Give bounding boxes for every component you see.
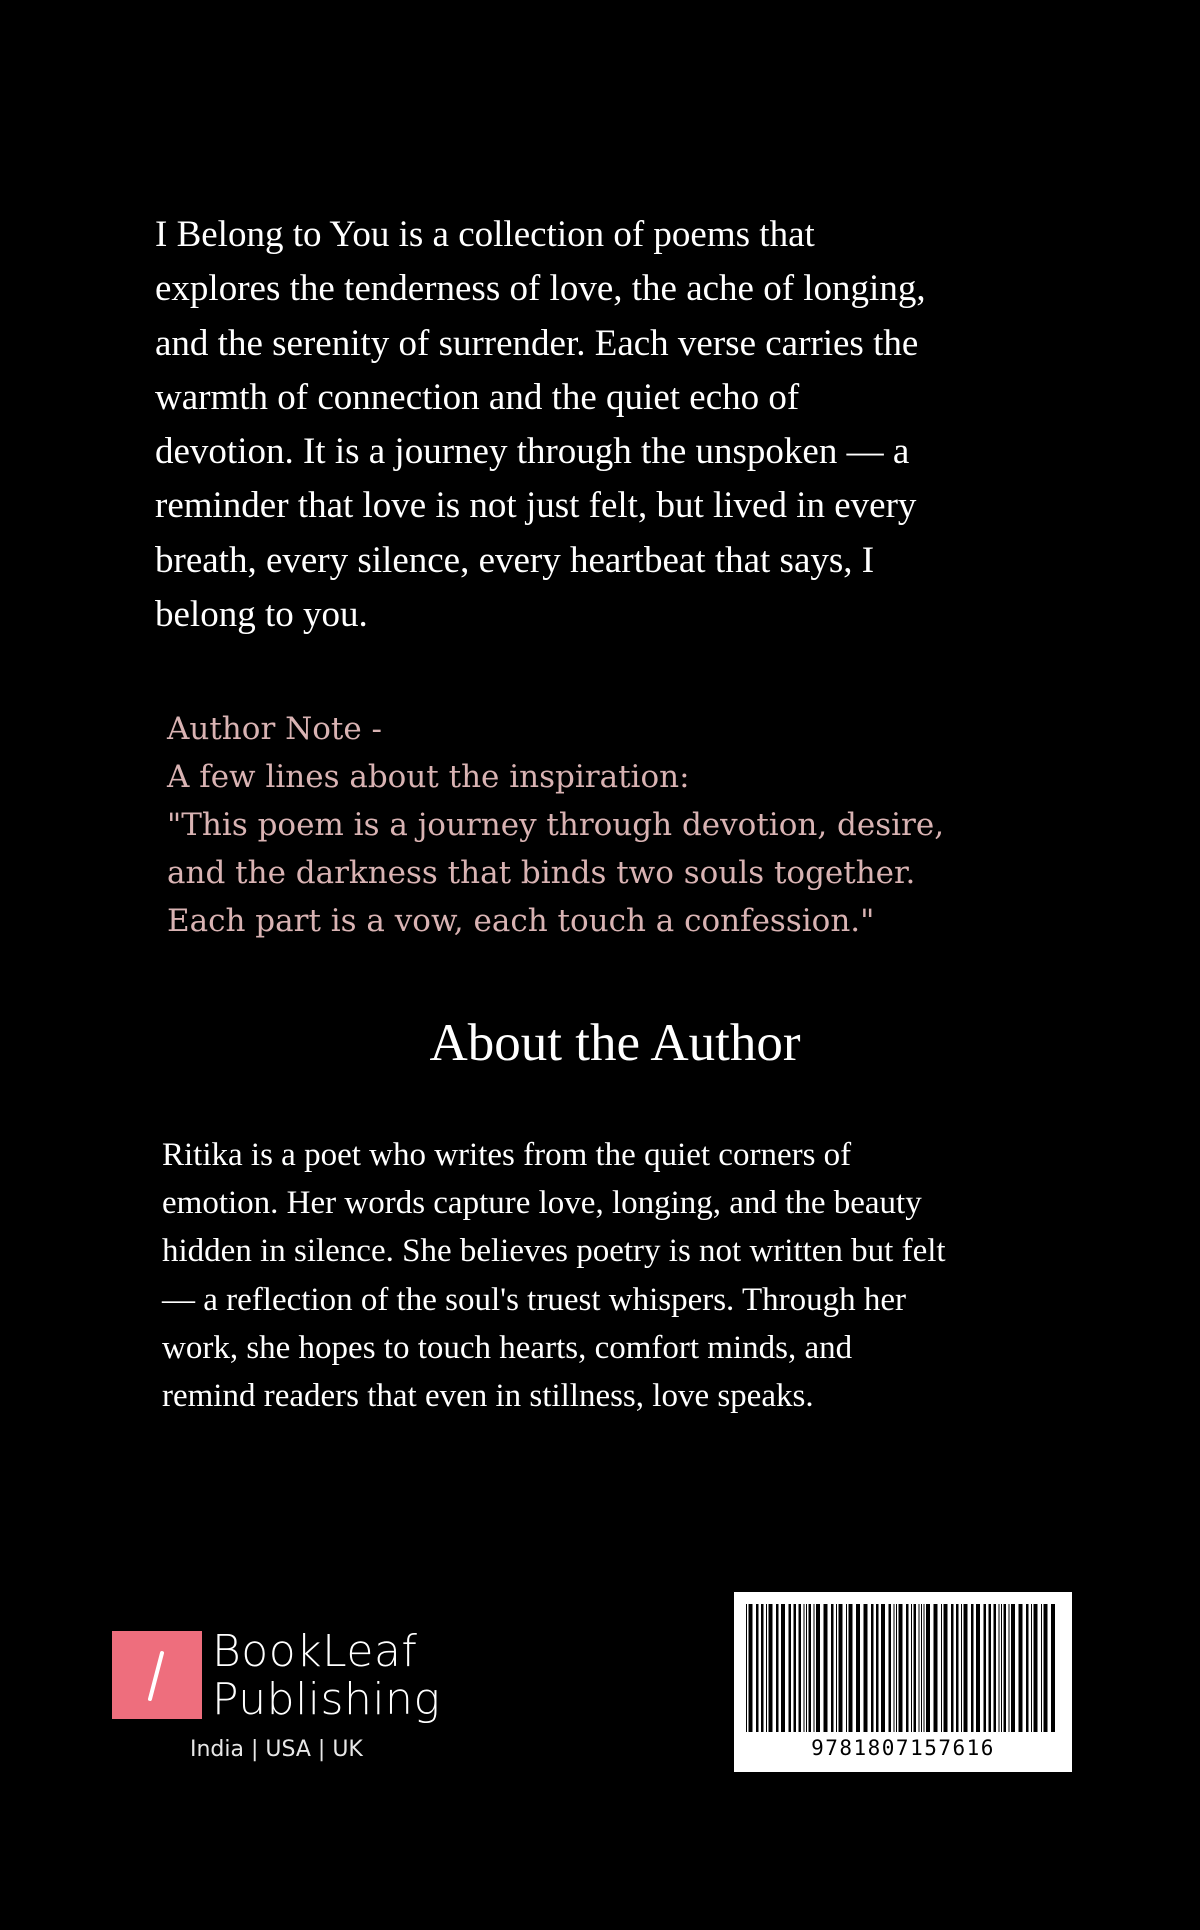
isbn-barcode [734, 1592, 1072, 1772]
publisher-name-line1: BookLeaf [212, 1626, 418, 1677]
blurb-line: devotion. It is a journey through the unspoken — a [155, 431, 910, 473]
about-line: Ritika is a poet who writes from the quiet corners of [162, 1137, 852, 1173]
author-note-line: A few lines about the inspiration: [167, 759, 690, 795]
author-note-line: Each part is a vow, each touch a confession." [167, 903, 875, 939]
about-line: remind readers that even in stillness, love speaks. [162, 1378, 814, 1415]
blurb-line: warmth of connection and the quiet echo of [155, 376, 800, 418]
barcode-icon [744, 1604, 1062, 1734]
author-note-line: "This poem is a journey through devotion, desire, [167, 807, 945, 843]
about-line: work, she hopes to touch hearts, comfort minds, and [162, 1329, 853, 1366]
publisher-logo [112, 1628, 472, 1768]
blurb-line: belong to you. [155, 594, 368, 636]
about-line: hidden in silence. She believes poetry is not written but felt [162, 1233, 946, 1270]
slash-logo-icon [112, 1631, 202, 1719]
isbn-number: 9781807157616 [811, 1736, 995, 1760]
author-note [167, 705, 1067, 945]
blurb-line: reminder that love is not just felt, but lived in every [155, 485, 917, 527]
publisher-name-line2: Publishing [212, 1674, 441, 1725]
blurb-line: I Belong to You is a collection of poems that [155, 214, 815, 255]
blurb-line: and the serenity of surrender. Each verse carries the [155, 322, 919, 364]
publisher-regions: India | USA | UK [190, 1737, 363, 1762]
about-author-heading: About the Author [429, 1014, 801, 1072]
about-author-text [162, 1131, 1062, 1420]
blurb-line: explores the tenderness of love, the ache of longing, [155, 268, 926, 310]
author-note-title: Author Note - [167, 711, 383, 747]
publisher-name [212, 1628, 440, 1724]
about-line: emotion. Her words capture love, longing, and the beauty [162, 1185, 922, 1222]
book-blurb [155, 208, 1055, 642]
about-line: — a reflection of the soul's truest whispers. Through her [162, 1281, 906, 1318]
blurb-line: breath, every silence, every heartbeat that says, I [155, 539, 875, 581]
author-note-line: and the darkness that binds two souls together. [167, 855, 916, 891]
